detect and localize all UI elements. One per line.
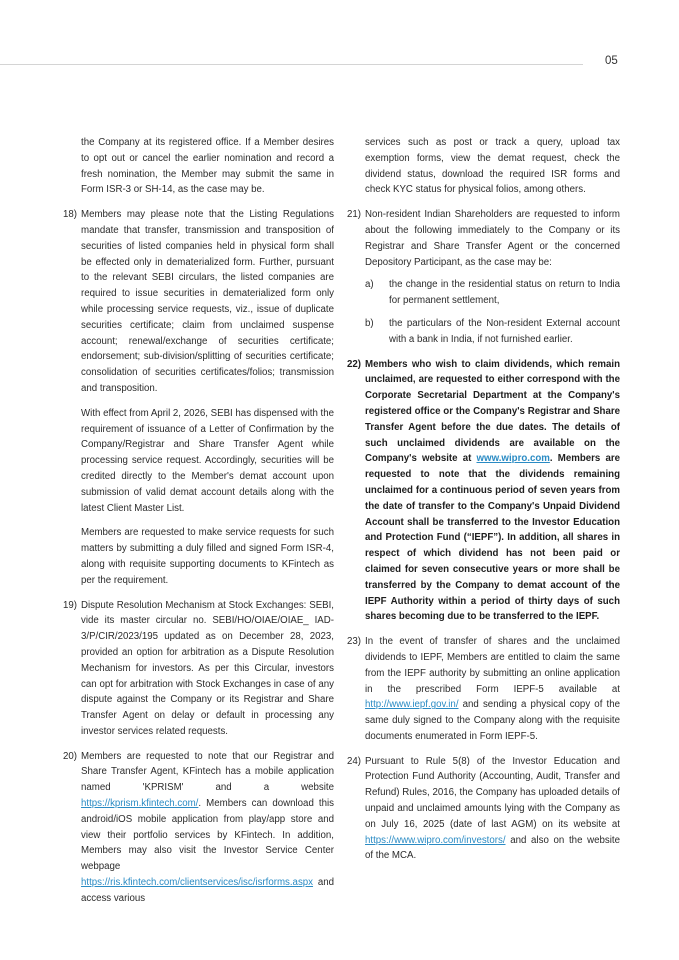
wipro-investors-link[interactable]: https://www.wipro.com/investors/ [365, 834, 506, 846]
item-number: 20) [63, 750, 78, 762]
list-item-20 [63, 749, 334, 907]
item-number: 19) [63, 599, 78, 611]
item-number: 23) [347, 636, 362, 648]
item-paragraph: With effect from April 2, 2026, SEBI has dispensed with the requirement of issuance of a Letter of Confirmation by the Company/Registrar and Share Transfer Agent while processing service request. Accordingly, securities will be credited directly to the Member's demat account upon submission of valid demat account details along with the latest Client Master List. [81, 407, 334, 514]
page-number: 05 [605, 55, 618, 67]
sub-item-label: a) [365, 279, 374, 291]
item-paragraph: Members are requested to make service requests for such matters by submitting a duly filled and signed Form ISR-4, along with requisite supporting documents to KFintech as per the requirement. [81, 527, 334, 586]
item-number: 18) [63, 209, 78, 221]
list-item-19 [63, 598, 334, 740]
item-number: 24) [347, 755, 362, 767]
right-column [347, 135, 620, 873]
list-item-18 [63, 207, 334, 588]
item-paragraph: Dispute Resolution Mechanism at Stock Exchanges: SEBI, vide its master circular no. SEBI/HO/OIAE/OIAE_ IAD-3/P/CIR/2023/195 updated as on December 28, 2023, provided an option for arbitration as a Dispute Resolution Mechanism for investors. As per this Circular, investors can opt for arbitration with Stock Exchanges in case of any dispute against the Company or its Registrar and Share Transfer Agent on delay or default in processing any investor services related requests. [81, 599, 334, 737]
list-item-21 [347, 207, 620, 347]
item-number: 22) [347, 358, 362, 370]
sub-item-text: the particulars of the Non-resident External account with a bank in India, if not furnished earlier. [389, 317, 620, 345]
item-paragraph: Members are requested to note that our Registrar and Share Transfer Agent, KFintech has a mobile application named 'KPRISM' and a website https://kprism.kfintech.com/. Members can download this android/iOS mobile application from play/app store and view their portfolio services by KFintech. In addition, Members may also visit the Investor Service Center webpage https://ris.kfintech.com/clientservices/isc/isrforms.aspx and access various [81, 750, 334, 904]
isr-forms-link[interactable]: https://ris.kfintech.com/clientservices/isc/isrforms.aspx [81, 877, 314, 889]
item-paragraph: Members who wish to claim dividends, which remain unclaimed, are requested to either correspond with the Corporate Secretarial Department at the Company's registered office or the Company's Registrar and Share Transfer Agent before the due dates. The details of such unclaimed dividends are available on the Company's website at www.wipro.com. Members are requested to note that the dividends remaining unclaimed for a continuous period of seven years from the date of transfer to the Company's Unpaid Dividend Account shall be transferred to the Investor Education and Protection Fund (“IEPF”). In addition, all shares in respect of which dividend has not been paid or claimed for seven consecutive years or more shall be transferred by the Company to demat account of the IEPF Authority within a period of thirty days of such shares becoming due to be transferred to the IEPF. [365, 358, 621, 623]
item-paragraph: Members may please note that the Listing Regulations mandate that transfer, transmission and transposition of securities of listed companies held in physical form shall be effected only in dematerialized form. Further, pursuant to the relevant SEBI circulars, the listed companies are required to issue securities in dematerialized form only while processing service requests, viz., issue of duplicate securities certificate; claim from unclaimed suspense account; renewal/exchange of securities certificate; endorsement; sub-division/splitting of securities certificate; consolidation of securities certificates/folios; transmission and transposition. [81, 209, 334, 394]
wipro-website-link[interactable]: www.wipro.com [476, 453, 550, 465]
list-item-23 [347, 634, 620, 745]
iepf-link[interactable]: http://www.iepf.gov.in/ [365, 699, 459, 711]
header-rule [0, 64, 583, 65]
sub-item-b [365, 316, 620, 348]
left-column [63, 135, 334, 916]
list-item-24 [347, 754, 620, 865]
sub-item-a [365, 277, 620, 309]
item-paragraph: Non-resident Indian Shareholders are requested to inform about the following immediately to the Company or its Registrar and Share Transfer Agent or the concerned Depository Participant, as the case may be: [365, 209, 620, 268]
sub-item-text: the change in the residential status on return to India for permanent settlement, [389, 279, 620, 307]
kprism-link[interactable]: https://kprism.kfintech.com/ [81, 798, 199, 810]
item-paragraph: Pursuant to Rule 5(8) of the Investor Education and Protection Fund Authority (Accounting, Audit, Transfer and Refund) Rules, 2016, the Company has uploaded details of unpaid and unclaimed amounts lying with the Company as on July 16, 2025 (date of last AGM) on its website at https://www.wipro.com/investors/ and also on the website of the MCA. [365, 755, 620, 862]
continued-paragraph: services such as post or track a query, upload tax exemption forms, view the demat request, check the dividend status, download the required ISR forms and check KYC status for physical folios, among others. [365, 137, 620, 196]
continued-paragraph: the Company at its registered office. If a Member desires to opt out or cancel the earlier nomination and record a fresh nomination, the Member may submit the same in Form ISR-3 or SH-14, as the case may be. [81, 137, 334, 196]
list-item-22 [347, 357, 620, 626]
item-number: 21) [347, 209, 362, 221]
item-paragraph: In the event of transfer of shares and the unclaimed dividends to IEPF, Members are entitled to claim the same from the IEPF authority by submitting an online application in the prescribed Form IEPF-5 available at http://www.iepf.gov.in/ and sending a physical copy of the same duly signed to the Company along with the requisite documents enumerated in Form IEPF-5. [365, 636, 620, 742]
sub-item-label: b) [365, 317, 374, 329]
